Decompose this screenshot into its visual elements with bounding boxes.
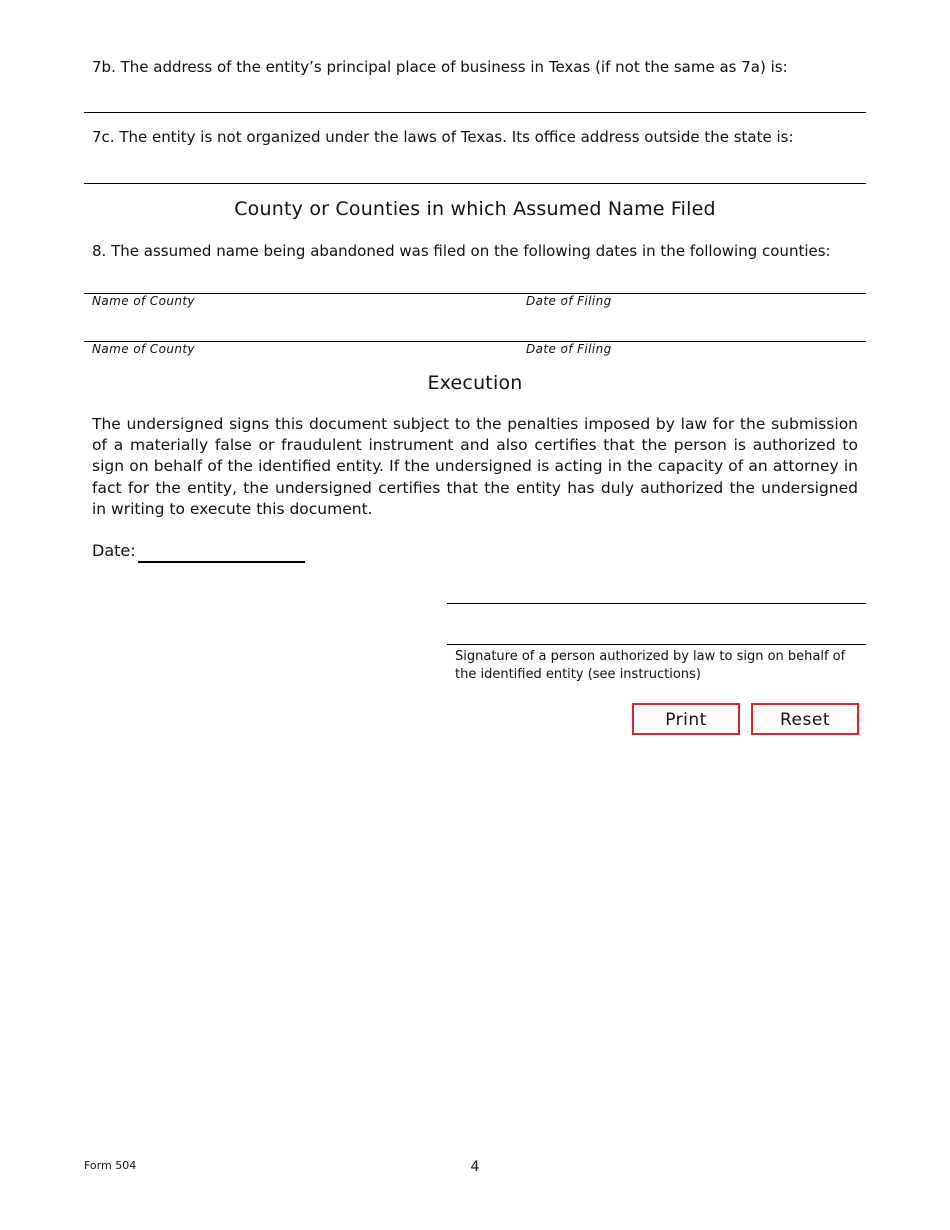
date-label: Date: (92, 541, 136, 560)
signature-caption-divider (447, 644, 866, 645)
item-7b-answer-line[interactable] (84, 112, 866, 113)
item-7b-label: 7b. The address of the entity’s principal place of business in Texas (if not the same as 7a) is: (92, 58, 788, 76)
print-button[interactable]: Print (632, 703, 740, 735)
execution-heading: Execution (427, 372, 523, 394)
county-row-2-date-label: Date of Filing (526, 342, 612, 356)
item-7c-answer-line[interactable] (84, 183, 866, 184)
county-row-1-line[interactable] (84, 293, 866, 294)
signature-caption: Signature of a person authorized by law to sign on behalf of the identified entity (see instructions) (455, 649, 846, 682)
county-row-1-name-label: Name of County (92, 294, 195, 308)
county-row-1-date-label: Date of Filing (526, 294, 612, 308)
date-field-line[interactable] (138, 561, 305, 563)
signature-field-line[interactable] (447, 603, 866, 604)
county-row-2-name-label: Name of County (92, 342, 195, 356)
page-number: 4 (470, 1159, 480, 1175)
reset-button[interactable]: Reset (751, 703, 859, 735)
item-8-label: 8. The assumed name being abandoned was filed on the following dates in the following counties: (92, 242, 831, 260)
county-section-heading: County or Counties in which Assumed Name Filed (234, 198, 716, 220)
item-7c-label: 7c. The entity is not organized under the laws of Texas. Its office address outside the state is: (92, 128, 794, 146)
county-row-2-line[interactable] (84, 341, 866, 342)
form-id: Form 504 (84, 1159, 137, 1172)
execution-paragraph: The undersigned signs this document subject to the penalties imposed by law for the submission of a materially false or fraudulent instrument and also certifies that the person is authorized to sign on behalf of the identified entity. If the undersigned is acting in the capacity of an attorney in fact for the entity, the undersigned certifies that the entity has duly authorized the undersigned in writing to execute this document. (92, 415, 858, 518)
